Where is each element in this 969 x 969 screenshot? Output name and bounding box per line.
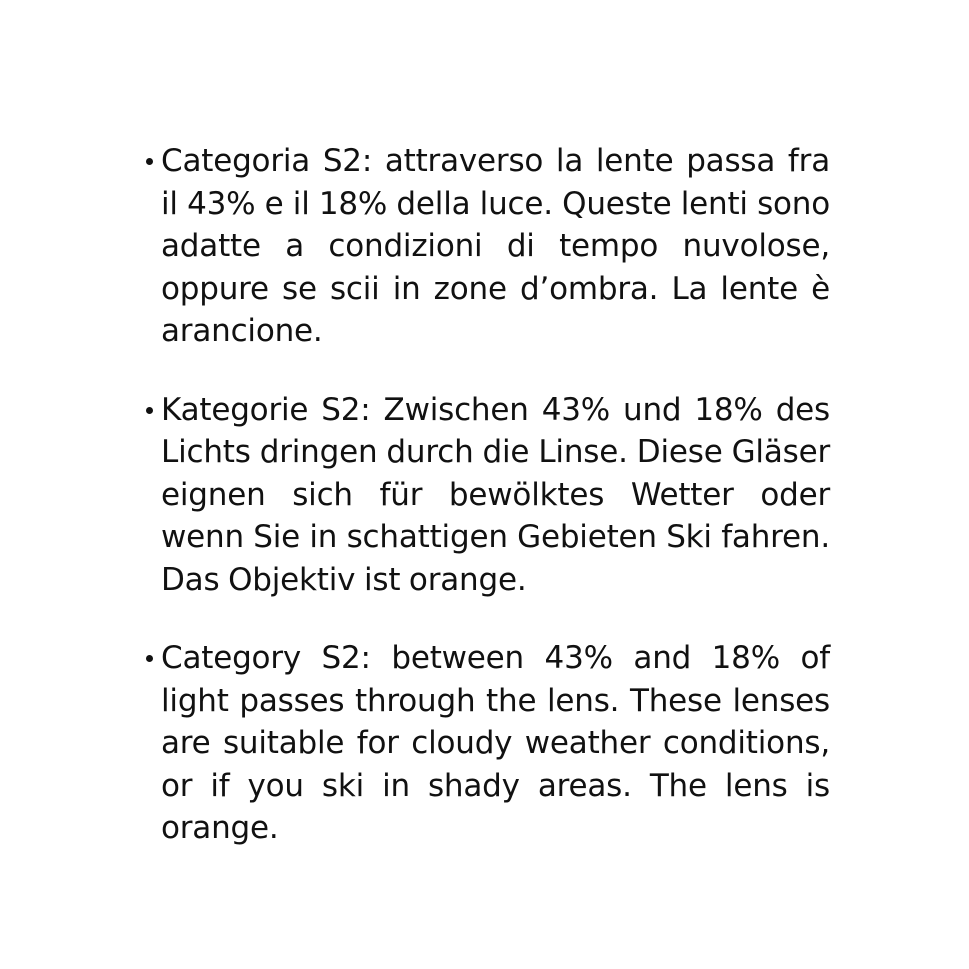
item-text-italian: Categoria S2: attraverso la lente passa fra il 43% e il 18% della luce. Queste lenti sono adatte a condizioni di tempo nuvolose, oppure se scii in zone d’ombra. La lente è arancione. [161, 143, 830, 349]
item-text-german: Kategorie S2: Zwischen 43% und 18% des Lichts dringen durch die Linse. Diese Gläser eignen sich für bewölktes Wetter oder wenn Sie in schattigen Gebieten Ski fahren. Das Objektiv ist orange. [161, 391, 830, 598]
bullet-dot-icon [146, 158, 153, 165]
list-item-english [140, 637, 830, 850]
bullet-dot-icon [146, 407, 153, 414]
list-item-italian [140, 140, 830, 353]
item-text-english: Category S2: between 43% and 18% of light passes through the lens. These lenses are suitable for cloudy weather conditions, or if you ski in shady areas. The lens is orange. [161, 640, 830, 846]
bullet-dot-icon [146, 655, 153, 662]
list-item-german [140, 389, 830, 602]
lens-category-list [140, 140, 830, 886]
